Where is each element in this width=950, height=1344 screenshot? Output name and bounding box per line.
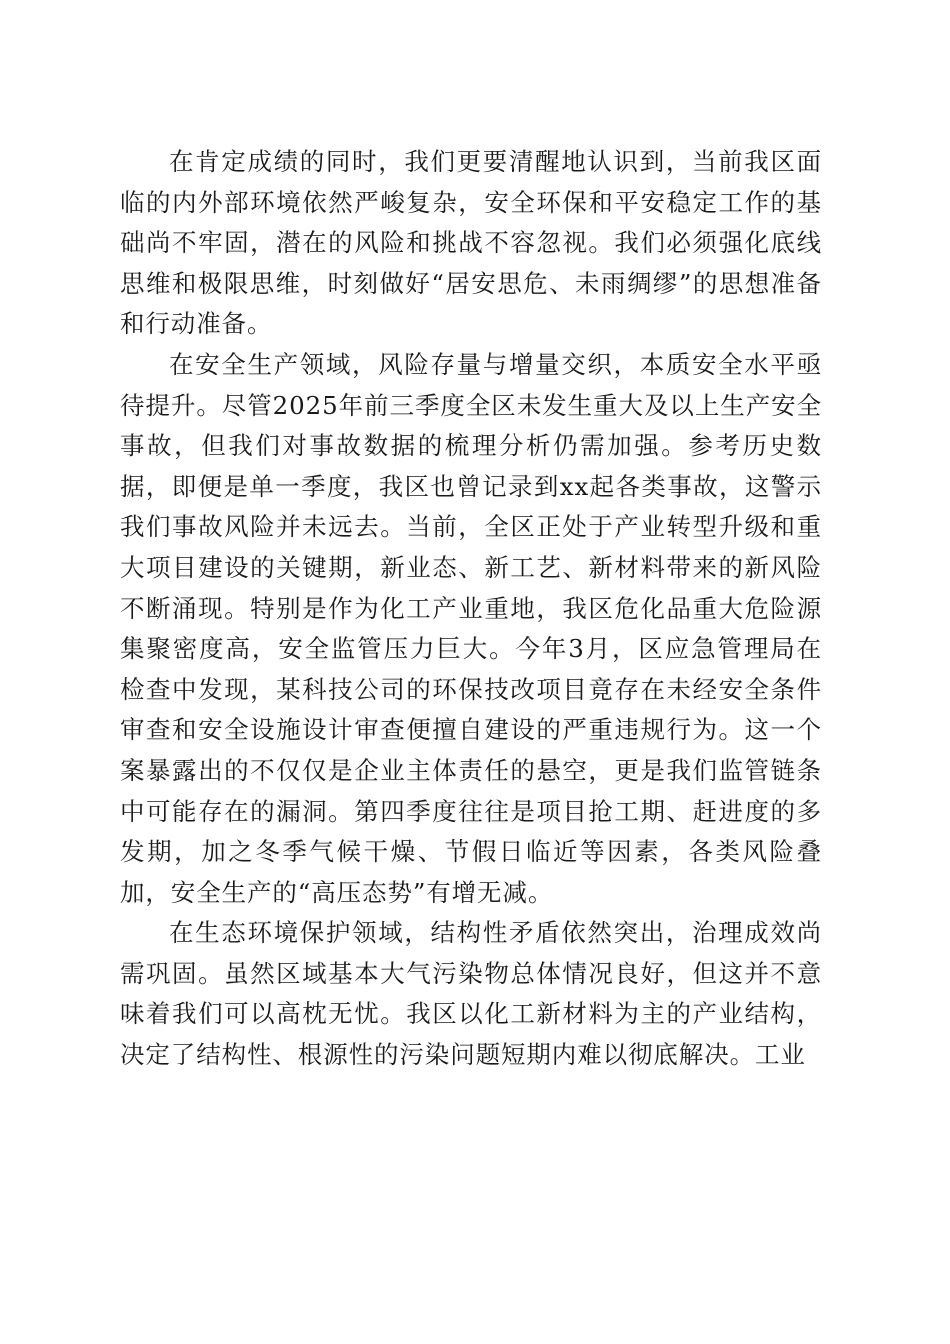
document-body — [120, 142, 822, 1076]
paragraph-ecological-protection: 在生态环境保护领域，结构性矛盾依然突出，治理成效尚需巩固。虽然区域基本大气污染物总体情况良好，但这并不意味着我们可以高枕无忧。我区以化工新材料为主的产业结构，决定了结构性、根源性的污染问题短期内难以彻底解决。工业 — [120, 918, 822, 1070]
paragraph-situation-overview: 在肯定成绩的同时，我们更要清醒地认识到，当前我区面临的内外部环境依然严峻复杂，安全环保和平安稳定工作的基础尚不牢固，潜在的风险和挑战不容忽视。我们必须强化底线思维和极限思维，时刻做好“居安思危、未雨绸缪”的思想准备和行动准备。 — [120, 147, 822, 339]
paragraph-production-safety: 在安全生产领域，风险存量与增量交织，本质安全水平亟待提升。尽管2025年前三季度全区未发生重大及以上生产安全事故，但我们对事故数据的梳理分析仍需加强。参考历史数据，即便是单一季度，我区也曾记录到xx起各类事故，这警示我们事故风险并未远去。当前，全区正处于产业转型升级和重大项目建设的关键期，新业态、新工艺、新材料带来的新风险不断涌现。特别是作为化工产业重地，我区危化品重大危险源集聚密度高，安全监管压力巨大。今年3月，区应急管理局在检查中发现，某科技公司的环保技改项目竟存在未经安全条件审查和安全设施设计审查便擅自建设的严重违规行为。这一个案暴露出的不仅仅是企业主体责任的悬空，更是我们监管链条中可能存在的漏洞。第四季度往往是项目抢工期、赶进度的多发期，加之冬季气候干燥、节假日临近等因素，各类风险叠加，安全生产的“高压态势”有增无减。 — [120, 349, 822, 907]
